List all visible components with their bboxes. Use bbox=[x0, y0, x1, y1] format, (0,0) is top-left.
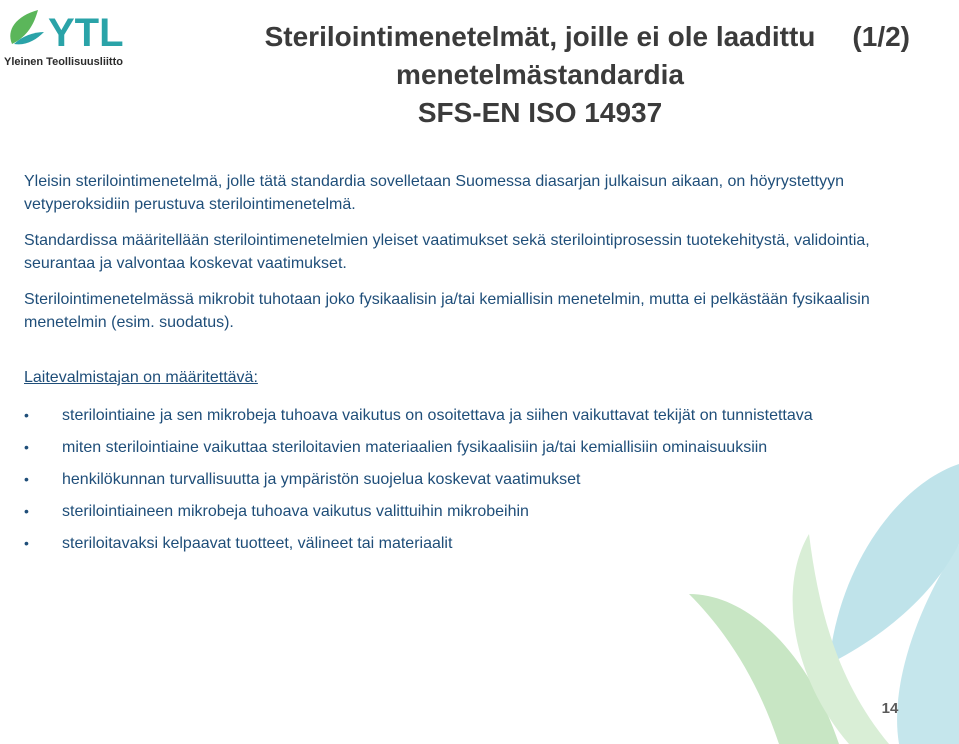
list-item-text: sterilointiaine ja sen mikrobeja tuhoava vaikutus on osoitettava ja siihen vaikuttavat tekijät on tunnistettava bbox=[62, 407, 813, 424]
bullet-icon: • bbox=[24, 471, 29, 487]
title-line-3: SFS-EN ISO 14937 bbox=[417, 97, 663, 128]
page-number: 14 bbox=[881, 700, 899, 717]
slide-body bbox=[24, 170, 924, 564]
requirements-list bbox=[24, 404, 924, 555]
paragraph-2: Standardissa määritellään sterilointimenetelmien yleiset vaatimukset sekä sterilointiprosessin tuotekehitystä, validointia, seurantaa ja valvontaa koskevat vaatimukset. bbox=[24, 232, 870, 272]
bullet-icon: • bbox=[24, 503, 29, 519]
list-item bbox=[24, 436, 924, 459]
title-line-2: menetelmästandardia bbox=[396, 59, 684, 90]
list-item-text: henkilökunnan turvallisuutta ja ympäristön suojelua koskevat vaatimukset bbox=[62, 471, 581, 488]
slide-title bbox=[150, 18, 930, 132]
logo-subtitle: Yleinen Teollisuusliitto bbox=[4, 56, 123, 68]
logo-text: YTL bbox=[48, 11, 124, 55]
title-line-1: Sterilointimenetelmät, joille ei ole laadittu bbox=[264, 21, 816, 52]
list-item-text: steriloitavaksi kelpaavat tuotteet, välineet tai materiaalit bbox=[62, 535, 453, 552]
list-item bbox=[24, 500, 924, 523]
list-item bbox=[24, 468, 924, 491]
title-part-indicator: (1/2) bbox=[852, 21, 910, 52]
paragraph-1: Yleisin sterilointimenetelmä, jolle tätä standardia sovelletaan Suomessa diasarjan julkaisun aikaan, on höyrystettyyn vetyperoksidiin perustuva sterilointimenetelmä. bbox=[24, 173, 844, 213]
list-item-text: miten sterilointiaine vaikuttaa steriloitavien materiaalien fysikaalisiin ja/tai kemiallisiin ominaisuuksiin bbox=[62, 439, 768, 456]
bullet-icon: • bbox=[24, 439, 29, 455]
requirements-heading: Laitevalmistajan on määritettävä: bbox=[24, 369, 258, 386]
bullet-icon: • bbox=[24, 535, 29, 551]
ytl-logo bbox=[4, 6, 134, 68]
list-item-text: sterilointiaineen mikrobeja tuhoava vaikutus valittuihin mikrobeihin bbox=[62, 503, 529, 520]
list-item bbox=[24, 532, 924, 555]
list-item bbox=[24, 404, 924, 427]
leaf-logo-icon bbox=[4, 6, 134, 56]
paragraph-3: Sterilointimenetelmässä mikrobit tuhotaan joko fysikaalisin ja/tai kemiallisin menetelmin, mutta ei pelkästään fysikaalisin menetelmin (esim. suodatus). bbox=[24, 291, 870, 331]
bullet-icon: • bbox=[24, 407, 29, 423]
